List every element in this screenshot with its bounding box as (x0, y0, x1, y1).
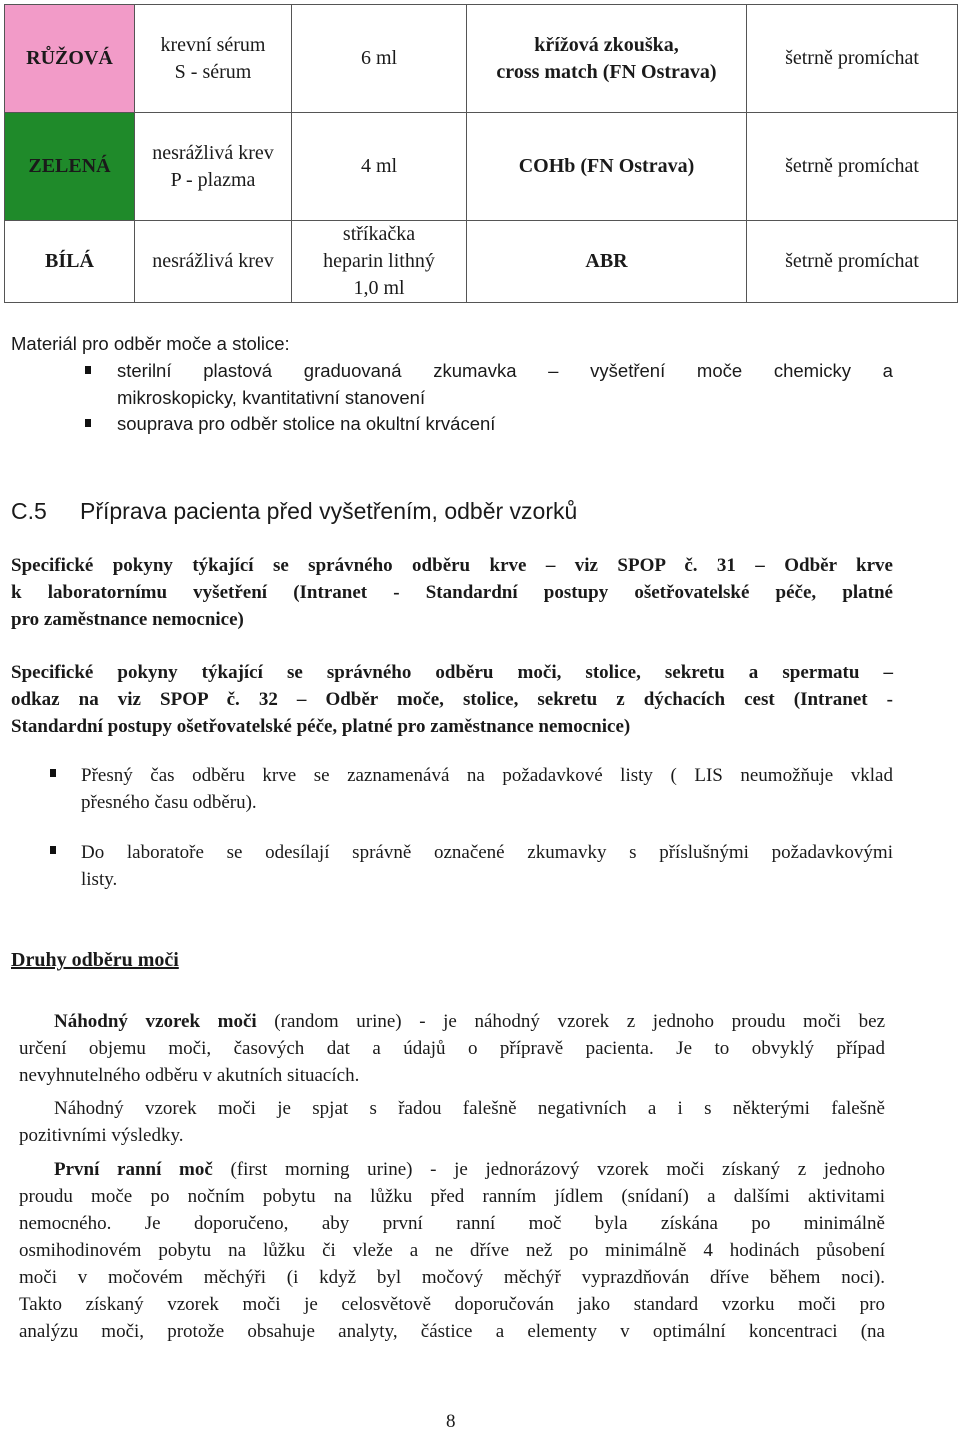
paragraph-line: moči v močovém měchýři (i když byl močový měchýř vyprazdňován dříve během noci). (19, 1267, 885, 1288)
section-number: C.5 (11, 498, 47, 524)
word: vyšetření (590, 360, 666, 381)
word: graduovaná (303, 360, 402, 381)
paragraph-line: Takto získaný vzorek moči je celosvětově doporučován jako standard vzorku moči pro (19, 1294, 885, 1315)
term-rest: (first morning urine) - je jednorázový vzorek moči získaný z jednoho (212, 1159, 886, 1180)
material-line: S - sérum (174, 60, 252, 83)
bullet-line: Do laboratoře se odesílají správně označené zkumavky s příslušnými požadavkovými (81, 842, 893, 863)
page-number: 8 (446, 1411, 456, 1432)
urine-item-1-line2: mikroskopicky, kvantitativní stanovení (117, 387, 426, 408)
table-row (5, 5, 958, 113)
color-cell-green: ZELENÁ (5, 113, 135, 221)
bullet-square-icon (85, 419, 91, 427)
word: a (882, 360, 893, 381)
urine-item-1 (117, 357, 893, 411)
exam-line: křížová zkouška, (534, 33, 679, 56)
paragraph-line: nemocného. Je doporučeno, aby první ranní moč byla získána po minimálně (19, 1213, 885, 1234)
volume-line: 1,0 ml (353, 277, 405, 299)
color-cell-white: BÍLÁ (5, 221, 135, 303)
exam-cell: ABR (467, 221, 747, 303)
random-urine-note (19, 1095, 885, 1149)
bullet-item-1 (81, 762, 893, 816)
word: chemicky (773, 360, 851, 381)
urine-instructions-paragraph (11, 659, 893, 740)
paragraph-line: Specifické pokyny týkající se správného odběru moči, stolice, sekretu a spermatu – (11, 662, 893, 683)
paragraph-line: proudu moče po nočním pobytu na lůžku před ranním jídlem (snídaní) a dalšími aktivitami (19, 1186, 885, 1207)
word: – (548, 360, 559, 381)
handling-cell: šetrně promíchat (747, 113, 958, 221)
bullet-square-icon (50, 846, 56, 854)
exam-cell: COHb (FN Ostrava) (467, 113, 747, 221)
urine-item-2: souprava pro odběr stolice na okultní krvácení (117, 413, 496, 434)
blood-instructions-paragraph (11, 552, 893, 633)
urine-item-1-line1 (117, 357, 893, 384)
paragraph-line: analýzu moči, protože obsahuje analyty, částice a elementy v optimální koncentraci (na (19, 1321, 885, 1342)
volume-line: stříkačka (342, 223, 416, 245)
handling-cell: šetrně promíchat (747, 5, 958, 113)
volume-line: heparin lithný (323, 250, 435, 272)
urine-material-heading: Materiál pro odběr moče a stolice: (11, 333, 290, 354)
volume-cell (292, 221, 467, 303)
bullet-square-icon (50, 769, 56, 777)
paragraph-line: určení objemu moči, časových dat a údajů o přípravě pacienta. Je to obvyklý případ (19, 1038, 885, 1059)
word: zkumavka (433, 360, 517, 381)
bullet-item-2 (81, 839, 893, 893)
paragraph-line: k laboratornímu vyšetření (Intranet - Standardní postupy ošetřovatelské péče, platné (11, 582, 893, 603)
color-cell-pink: RŮŽOVÁ (5, 5, 135, 113)
word: plastová (203, 360, 273, 381)
volume-cell: 6 ml (292, 5, 467, 113)
term-bold: První ranní moč (54, 1159, 213, 1180)
table-row (5, 221, 958, 303)
section-title: Příprava pacienta před vyšetřením, odběr vzorků (80, 498, 578, 524)
random-urine-paragraph (19, 1008, 885, 1089)
paragraph-line: pozitivními výsledky. (19, 1125, 184, 1146)
paragraph-line (19, 1008, 885, 1035)
paragraph-line (19, 1156, 885, 1183)
word: moče (696, 360, 743, 381)
paragraph-line: pro zaměstnance nemocnice) (11, 609, 244, 630)
paragraph-line: osmihodinovém pobytu na lůžku či vleže a ne dříve než po minimálně 4 hodinách působení (19, 1240, 885, 1261)
term-rest: (random urine) - je náhodný vzorek z jednoho proudu moči bez (256, 1011, 885, 1032)
handling-cell: šetrně promíchat (747, 221, 958, 303)
bullet-square-icon (85, 366, 91, 374)
urine-types-heading: Druhy odběru moči (11, 949, 179, 971)
material-line: P - plazma (170, 168, 256, 191)
tube-table (4, 4, 958, 303)
bullet-line: přesného času odběru). (81, 792, 257, 813)
word: sterilní (117, 360, 172, 381)
material-cell (135, 113, 292, 221)
term-bold: Náhodný vzorek moči (54, 1011, 257, 1032)
paragraph-line: odkaz na viz SPOP č. 32 – Odběr moče, stolice, sekretu z dýchacích cest (Intranet - (11, 689, 893, 710)
paragraph-line: Náhodný vzorek moči je spjat s řadou falešně negativních a i s některými falešně (54, 1098, 885, 1119)
paragraph-line: nevyhnutelného odběru v akutních situacích. (19, 1065, 360, 1086)
exam-cell (467, 5, 747, 113)
exam-line: cross match (FN Ostrava) (496, 60, 717, 83)
volume-cell: 4 ml (292, 113, 467, 221)
paragraph-line: Standardní postupy ošetřovatelské péče, platné pro zaměstnance nemocnice) (11, 716, 631, 737)
bullet-line: Přesný čas odběru krve se zaznamenává na požadavkové listy ( LIS neumožňuje vklad (81, 765, 893, 786)
material-line: krevní sérum (160, 33, 266, 56)
first-morning-urine-paragraph (19, 1156, 885, 1345)
material-line: nesrážlivá krev (152, 141, 274, 164)
material-cell (135, 5, 292, 113)
material-cell: nesrážlivá krev (135, 221, 292, 303)
paragraph-line: Specifické pokyny týkající se správného odběru krve – viz SPOP č. 31 – Odběr krve (11, 555, 893, 576)
table-row (5, 113, 958, 221)
bullet-line: listy. (81, 869, 118, 890)
